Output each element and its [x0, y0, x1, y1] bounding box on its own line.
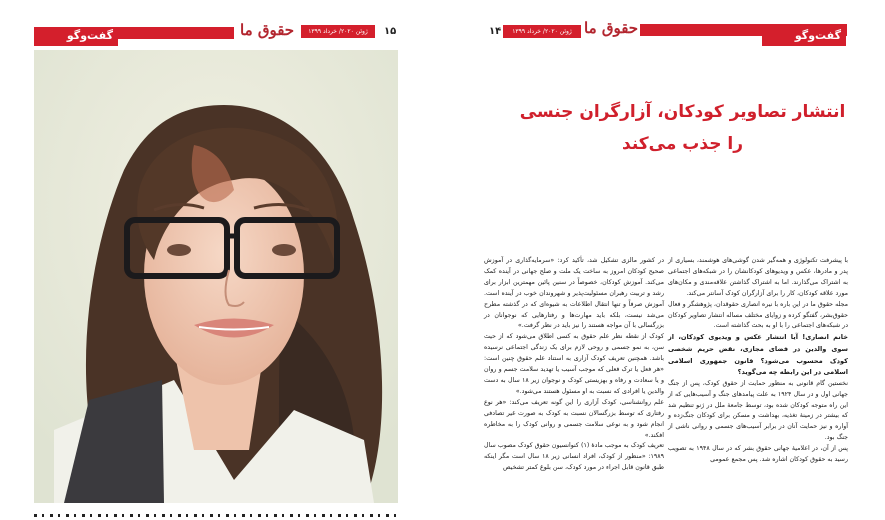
answer-paragraph: نخستین گام قانونی به منظور حمایت از حقوق کودک، پس از جنگ جهانی اول و در سال ۱۹۲۴ به علت پیامدهای جنگ و آسیب‌هایی که از این راه متوجه کودکان شده بود، توسط جامعهٔ ملل در ژنو تنظیم شد که بیشتر در زمینهٔ تغذیه، بهداشت و مسکن برای کودکان جنگ‌زده و آواره و نیز حمایت آنان در برابر آسیب‌های جسمی و روانی ناشی از جنگ بود. — [668, 379, 848, 442]
section-label: گفت‌وگو — [762, 27, 846, 46]
page-15 — [0, 0, 442, 520]
body-paragraph: در کشور مالزی تشکیل شد، تأکید کرد: «سرمایه‌گذاری در آموزش صحیح کودکان امروز به ساخت یک ملت و صلح جهانی در آینده کمک می‌کند. آموزش کودکان، خصوصاً در سنین پائین مهمترین ابزار برای رشد و تربیت رهبران مسئولیت‌پذیر و شهروندان خوب در آینده است. آموزش صرفاً و تنها انتقال اطلاعات به شیوه‌ای که در گذشته مطرح می‌شد نیست، بلکه باید مهارت‌ها و رفتارهایی که نوجوانان در بزرگسالی با آن مواجه هستند را نیز باید در نظر گرفت.» — [484, 257, 664, 330]
section-label: گفت‌وگو — [34, 27, 118, 46]
page-number: ۱۵ — [384, 26, 397, 37]
article-headline — [480, 96, 885, 160]
body-paragraph-4: تعریف کودک به موجب مادهٔ (۱) کنوانسیون حقوق کودک مصوب سال ۱۹۸۹: «منظور از کودک، افراد انسانی زیر ۱۸ سال است مگر اینکه طبق قانون قابل اجراء در مورد کودک، سن بلوغ کمتر تشخیص — [484, 442, 664, 472]
interview-question: خانم انصاری! آیا انتشار عکس و ویدیوی کودکان، از سوی والدین در فضای مجازی، نقض حریم شخصی کودک محسوب می‌شود؟ قانون جمهوری اسلامی اسلامی در این رابطه چه می‌گوید؟ — [668, 333, 848, 377]
headline-line-1: انتشار تصاویر کودکان، آزارگران جنسی — [519, 102, 846, 122]
photo-caption-cutoff — [34, 510, 398, 520]
brand-logo: حقوق ما — [584, 19, 639, 37]
article-column-left — [484, 256, 664, 474]
intro-paragraph: با پیشرفت تکنولوژی و همه‌گیر شدن گوشی‌های هوشمند، بسیاری از پدر و مادرها، عکس و ویدیوهای کودکانشان را در شبکه‌های اجتماعی به اشتراک می‌گذارند. اما به اشتراک گذاشتن علاقه‌مندی و مکان‌های مورد علاقه کودکان، کار را برای آزارگران کودک آسانتر می‌کند. — [668, 257, 848, 297]
issue-date: ژوئن ۲۰۲۰/ خرداد ۱۳۹۹ — [503, 25, 581, 38]
body-paragraph-2: کودک از نقطه نظر علم حقوق به کسی اطلاق می‌شود که از حیث سن، به نمو جسمی و روحی لازم برای یک زندگی اجتماعی نرسیده باشد. همچنین تعریف کودک آزاری به استناد علم حقوق چنین است: «هر فعل یا ترک فعلی که موجب آسیب یا تهدید سلامت جسم و روان و یا سعادت و رفاه و بهزیستی کودک و نوجوان زیر ۱۸ سال به دست والدین یا افرادی که نسبت به او مسئول هستند می‌شود.» — [484, 333, 665, 395]
intro-paragraph-2: مجله حقوق ما در این باره با نیره انصاری حقوقدان، پژوهشگر و فعال حقوق‌بشر، گفتگو کرده و زوایای مختلف مساله انتشار تصاویر کودکان در شبکه‌های اجتماعی را با او به بحث گذاشته است. — [668, 300, 848, 330]
brand-logo: حقوق ما — [240, 21, 295, 39]
issue-date: ژوئن ۲۰۲۰/ خرداد ۱۳۹۹ — [301, 25, 375, 38]
body-paragraph-3: علم روانشناسی، کودک آزاری را این گونه تعریف می‌کند: «هر نوع رفتاری که توسط بزرگسالان نسبت به کودک به صورت غیر تصادفی انجام شود و به نوعی سلامت جسمی و روانی کودک را به مخاطره افکند.» — [484, 398, 664, 439]
page-number: ۱۴ — [489, 26, 502, 37]
portrait-photo — [34, 50, 398, 503]
headline-line-2: را جذب می‌کند — [622, 134, 743, 154]
article-column-right — [668, 256, 848, 466]
answer-paragraph-2: پس از آن، در اعلامیهٔ جهانی حقوق بشر که در سال ۱۹۴۸ به تصویب رسید به حقوق کودکان اشاره شد. پس مجمع عمومی — [668, 445, 848, 464]
